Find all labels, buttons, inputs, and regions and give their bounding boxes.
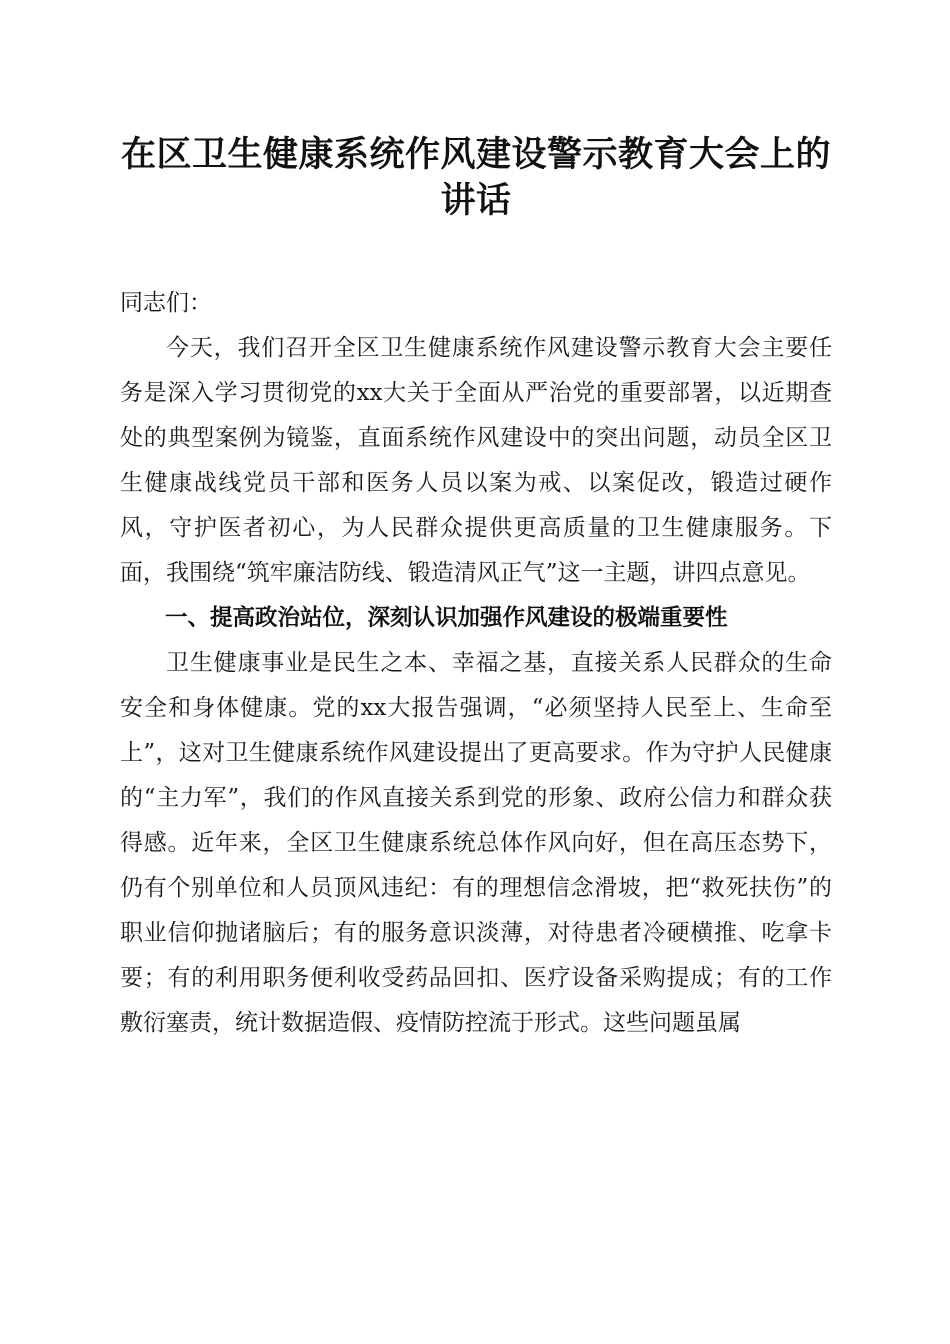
salutation: 同志们： bbox=[120, 290, 212, 316]
document-body bbox=[120, 281, 832, 1046]
title-line-2: 讲话 bbox=[440, 180, 512, 221]
section-heading-1: 一、提高政治站位，深刻认识加强作风建设的极端重要性 bbox=[165, 605, 728, 631]
paragraph-intro: 今天，我们召开全区卫生健康系统作风建设警示教育大会主要任务是深入学习贯彻党的xx大关于全面从严治党的重要部署，以近期查处的典型案例为镜鉴，直面系统作风建设中的突出问题，动员全区卫生健康战线党员干部和医务人员以案为戒、以案促改，锻造过硬作风，守护医者初心，为人民群众提供更高质量的卫生健康服务。下面，我围绕“筑牢廉洁防线、锻造清风正气”这一主题，讲四点意见。 bbox=[120, 335, 832, 586]
document-title bbox=[120, 132, 832, 224]
title-line-1: 在区卫生健康系统作风建设警示教育大会上的 bbox=[120, 134, 831, 175]
paragraph-section-1: 卫生健康事业是民生之本、幸福之基，直接关系人民群众的生命安全和身体健康。党的xx大报告强调，“必须坚持人民至上、生命至上”，这对卫生健康系统作风建设提出了更高要求。作为守护人民健康的“主力军”，我们的作风直接关系到党的形象、政府公信力和群众获得感。近年来，全区卫生健康系统总体作风向好，但在高压态势下，仍有个别单位和人员顶风违纪：有的理想信念滑坡，把“救死扶伤”的职业信仰抛诸脑后；有的服务意识淡薄，对待患者冷硬横推、吃拿卡要；有的利用职务便利收受药品回扣、医疗设备采购提成；有的工作敷衍塞责，统计数据造假、疫情防控流于形式。这些问题虽属 bbox=[120, 650, 832, 1036]
